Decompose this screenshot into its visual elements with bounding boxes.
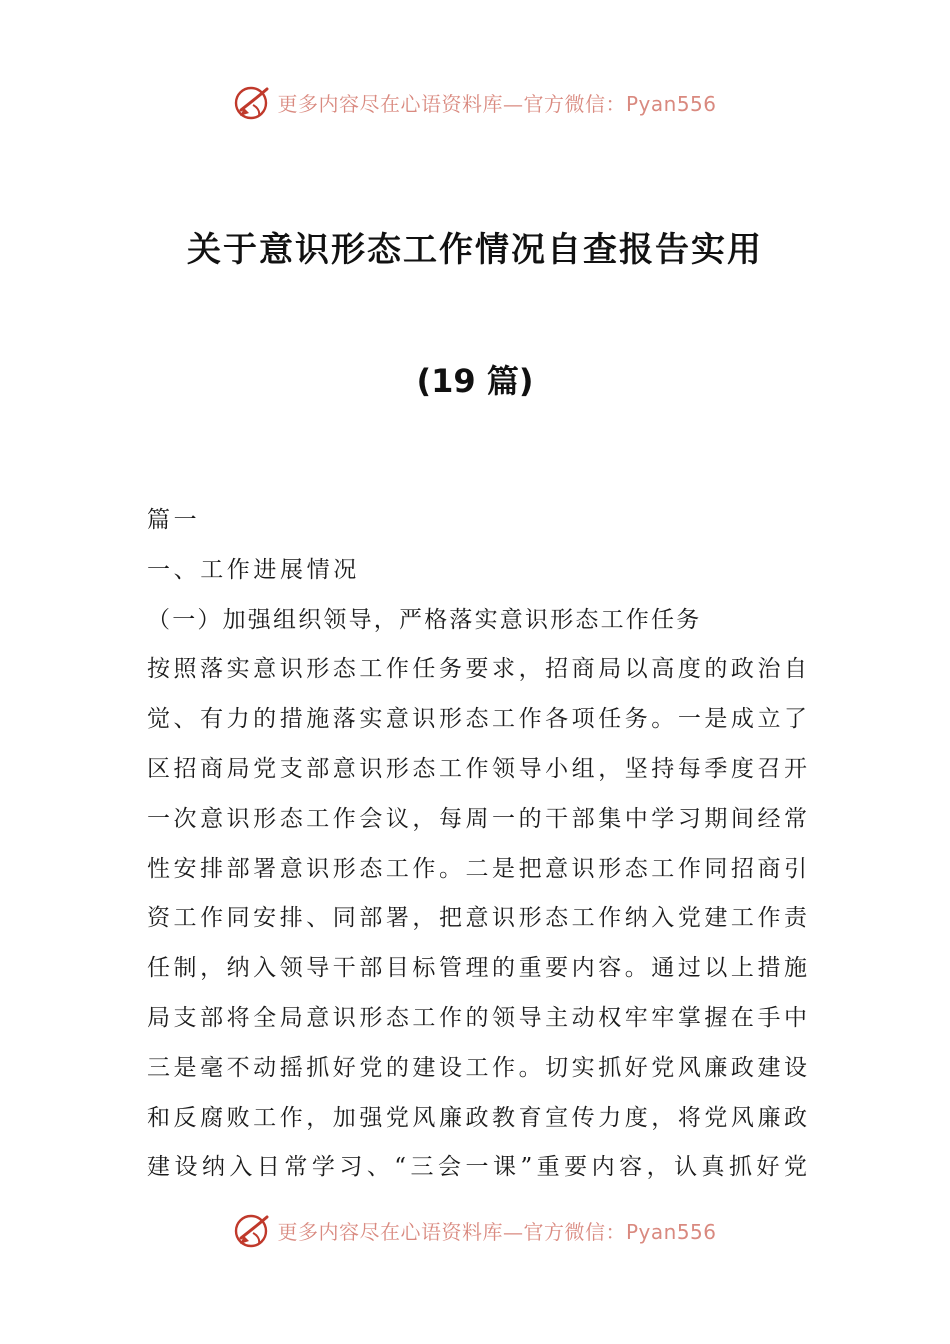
pen-logo-icon bbox=[233, 1211, 273, 1249]
paragraph-line: 三是毫不动摇抓好党的建设工作。切实抓好党风廉政建设 bbox=[147, 1054, 807, 1081]
paragraph-line: 建设纳入日常学习、“三会一课”重要内容，认真抓好党 bbox=[147, 1154, 807, 1181]
watermark-footer bbox=[0, 1210, 950, 1250]
document-subtitle: (19 篇) bbox=[416, 362, 534, 400]
paragraph-line: 性安排部署意识形态工作。二是把意识形态工作同招商引 bbox=[147, 855, 807, 882]
watermark-text: 更多内容尽在心语资料库—官方微信：Pyan556 bbox=[277, 91, 717, 116]
heading-level-2: （一）加强组织领导，严格落实意识形态工作任务 bbox=[147, 606, 702, 633]
watermark-wechat-id: Pyan556 bbox=[625, 91, 717, 116]
watermark-text: 更多内容尽在心语资料库—官方微信：Pyan556 bbox=[277, 1219, 717, 1244]
section-label: 篇一 bbox=[147, 507, 201, 533]
paragraph-line: 区招商局党支部意识形态工作领导小组，坚持每季度召开 bbox=[147, 755, 807, 782]
heading-level-1: 一、工作进展情况 bbox=[147, 556, 360, 583]
paragraph-line: 一次意识形态工作会议，每周一的干部集中学习期间经常 bbox=[147, 805, 807, 832]
watermark-wechat-id: Pyan556 bbox=[625, 1219, 717, 1244]
paragraph-line: 觉、有力的措施落实意识形态工作各项任务。一是成立了 bbox=[147, 706, 807, 733]
paragraph-line: 任制，纳入领导干部目标管理的重要内容。通过以上措施 bbox=[147, 955, 807, 982]
watermark-header bbox=[0, 82, 950, 122]
document-title: 关于意识形态工作情况自查报告实用 bbox=[187, 230, 763, 270]
pen-logo-icon bbox=[233, 83, 273, 121]
paragraph-line: 按照落实意识形态工作任务要求，招商局以高度的政治自 bbox=[147, 656, 807, 683]
document-body bbox=[147, 496, 807, 1193]
paragraph-line: 和反腐败工作，加强党风廉政教育宣传力度，将党风廉政 bbox=[147, 1104, 807, 1131]
paragraph-line: 资工作同安排、同部署，把意识形态工作纳入党建工作责 bbox=[147, 905, 807, 932]
paragraph-line: 局支部将全局意识形态工作的领导主动权牢牢掌握在手中 bbox=[147, 1004, 807, 1031]
